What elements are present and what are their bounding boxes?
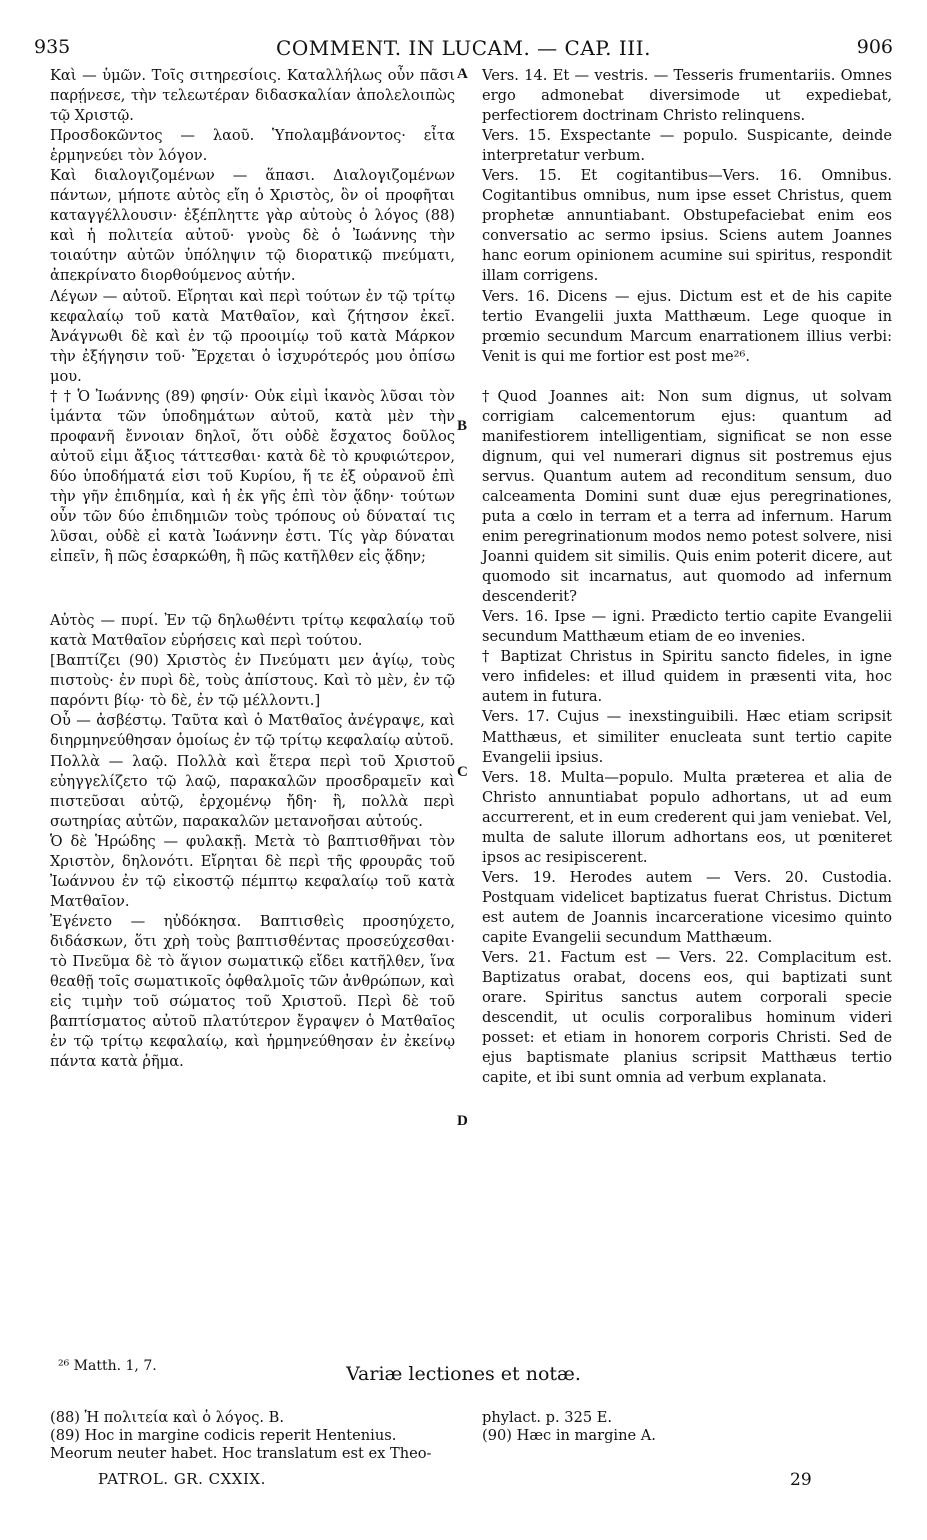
latin-column <box>482 66 892 1088</box>
latin-paragraph: † Baptizat Christus in Spiritu sancto fideles, in igne vero infideles: et illud quidem in præsenti vita, hoc autem in futura. <box>482 648 892 706</box>
latin-paragraph: Vers. 16. Dicens — ejus. Dictum est et de his capite tertio Evangelii juxta Matthæum. Lege quoque in prœmio secundum Marcum enarrationem illius verbi: Venit is qui me fortior est post me²⁶. <box>482 287 892 365</box>
latin-paragraph: Vers. 15. Et cogitantibus—Vers. 16. Omnibus. Cogitantibus omnibus, num ipse esset Christus, quem prophetæ annuntiabant. Obstupefaciebat enim eos conversatio ac sermo ipsius. Sciens autem Joannes hanc eorum opinionem acumine sui spiritus, respondit illam corrigens. <box>482 167 892 285</box>
margin-letter-b: B <box>457 418 468 434</box>
latin-paragraph: Vers. 14. Et — vestris. — Tesseris frumentariis. Omnes ergo admonebat diversimode ut expediebat, perfectiorem doctrinam Christo relinquens. <box>482 67 892 125</box>
latin-paragraph: Vers. 18. Multa—populo. Multa præterea et alia de Christo annuntiabat populo adhortans, ut ad eum accurrerent, et in eum crederent qui jam veniebat. Vel, multa de salute illorum adhortans eos, ut pœniteret ipsos ac resipiscerent. <box>482 768 892 866</box>
page-number-left: 935 <box>34 36 71 58</box>
latin-paragraph: Vers. 21. Factum est — Vers. 22. Complacitum est. Baptizatus orabat, docens eos, qui baptizati sunt orare. Spiritus sanctus autem corporali specie descendit, ut oculis corporalibus hominum videri posset: et etiam in honorem corporis Christi. Sed de ejus baptismate planius scripsit Matthæus tertio capite, et ibi sunt omnia ad verbum explanata. <box>482 949 892 1087</box>
latin-paragraph: Vers. 19. Herodes autem — Vers. 20. Custodia. Postquam videlicet baptizatus fuerat Christus. Dictum est autem de Joannis incarceratione vicesimo quinto capite Evangelii secundum Matthæum. <box>482 868 892 946</box>
margin-letter-c: C <box>457 764 468 780</box>
running-title: COMMENT. IN LUCAM. — CAP. III. <box>276 36 651 60</box>
footnote: ²⁶ Matth. 1, 7. <box>58 1358 157 1374</box>
note-line: (88) Ἡ πολιτεία καὶ ὁ λόγος. B. <box>50 1409 285 1426</box>
greek-paragraph: Καὶ — ὑμῶν. Τοῖς σιτηρεσίοις. Καταλλήλως οὖν πᾶσι παρῄνεσε, τὴν τελεωτέραν διδασκαλίαν ἀπολελοιπὼς τῷ Χριστῷ. <box>50 67 455 125</box>
greek-paragraph: Καὶ διαλογιζομένων — ἅπασι. Διαλογιζομένων πάντων, μήποτε αὐτὸς εἴη ὁ Χριστὸς, ὃν οἱ προφῆται καταγγέλλουσιν· ἐξέπληττε γὰρ αὐτοὺς ὁ λόγος (88) καὶ ἡ πολιτεία αὐτοῦ· γνοὺς δὲ ὁ Ἰωάννης τὴν τοιαύτην αὐτῶν ὑπόληψιν τῷ διορατικῷ πνεύματι, ἀπεκρίνατο διορθούμενος αὐτήν. <box>50 167 455 285</box>
margin-letter-a: A <box>457 66 468 82</box>
greek-column <box>50 66 455 1072</box>
greek-paragraph: [Βαπτίζει (90) Χριστὸς ἐν Πνεύματι μεν ἁγίῳ, τοὺς πιστοὺς· ἐν πυρὶ δὲ, τοὺς ἀπίστους. Καὶ τὸ μὲν, ἐν τῷ παρόντι βίῳ· τὸ δὲ, ἐν τῷ μέλλοντι.] <box>50 652 455 710</box>
note-line: (90) Hæc in margine A. <box>482 1427 656 1444</box>
greek-paragraph: Ἐγένετο — ηὐδόκησα. Βαπτισθεὶς προσηύχετο, διδάσκων, ὅτι χρὴ τοὺς βαπτισθέντας προσεύχεσθαι· τὸ Πνεῦμα δὲ τὸ ἅγιον σωματικῷ εἴδει κατῆλθεν, ἵνα θεαθῇ τοῖς σωματικοῖς ὀφθαλμοῖς τῶν ἀνθρώπων, καὶ εἰς τιμὴν τοῦ σώματος τοῦ Χριστοῦ. Περὶ δὲ τοῦ βαπτίσματος αὐτοῦ πλατύτερον ἔγραψεν ὁ Ματθαῖος ἐν τῷ τρίτῳ κεφαλαίῳ, καὶ ἡρμηνεύθησαν ἐν ἐκείνῳ πάντα κατὰ ῥῆμα. <box>50 912 455 1071</box>
variae-lectiones-heading: Variæ lectiones et notæ. <box>346 1363 581 1385</box>
latin-paragraph: Vers. 16. Ipse — igni. Prædicto tertio capite Evangelii secundum Matthæum etiam de eo invenies. <box>482 608 892 646</box>
volume-signature: PATROL. GR. CXXIX. <box>98 1470 266 1488</box>
note-line: phylact. p. 325 E. <box>482 1409 613 1426</box>
greek-paragraph: Πολλὰ — λαῷ. Πολλὰ καὶ ἕτερα περὶ τοῦ Χριστοῦ εὐηγγελίζετο τῷ λαῷ, παρακαλῶν προσδραμεῖν καὶ πιστεῦσαι αὐτῷ, ἐρχομένῳ ἤδη· ἢ, πολλὰ περὶ σωτηρίας αὐτῶν, παρακαλῶν μετανοῆσαι αὐτούς. <box>50 752 455 830</box>
notes-right <box>482 1409 882 1445</box>
latin-paragraph: Vers. 15. Exspectante — populo. Suspicante, deinde interpretatur verbum. <box>482 127 892 165</box>
latin-paragraph: †Quod Joannes ait: Non sum dignus, ut solvam corrigiam calcementorum ejus: quantum ad manifestiorem intelligentiam, significat se non esse dignum, qui vel numerari dignus sit postremus ejus servus. Quantum autem ad reconditum sensum, duo calceamenta Domini sunt duæ ejus peregrinationes, puta a cœlo in terram et a terra ad infernum. Harum enim peregrinationum modos nemo potest solvere, nisi Joanni quidem sit similis. Quis enim poterit dicere, aut quomodo sit incarnatus, aut quomodo ad infernum descenderit? <box>482 387 892 606</box>
latin-paragraph: Vers. 17. Cujus — inexstinguibili. Hæc etiam scripsit Matthæus, et similiter enucleata sunt tertio capite Evangelii ipsius. <box>482 708 892 766</box>
greek-paragraph: Προσδοκῶντος — λαοῦ. Ὑπολαμβάνοντος· εἶτα ἑρμηνεύει τὸν λόγον. <box>50 127 455 165</box>
margin-letter-d: D <box>457 1113 468 1129</box>
page-number-right: 906 <box>856 36 893 58</box>
note-line: Meorum neuter habet. Hoc translatum est ex Theo- <box>50 1445 432 1462</box>
greek-paragraph: Αὐτὸς — πυρί. Ἐν τῷ δηλωθέντι τρίτῳ κεφαλαίῳ τοῦ κατὰ Ματθαῖον εὑρήσεις καὶ περὶ τούτου. <box>50 612 455 650</box>
running-header <box>0 36 927 62</box>
greek-paragraph: † † Ὁ Ἰωάννης (89) φησίν· Οὐκ εἰμὶ ἱκανὸς λῦσαι τὸν ἱμάντα τῶν ὑποδημάτων αὐτοῦ, κατὰ μὲν τὴν προφανῆ ἔννοιαν δηλοῖ, ὅτι οὐδὲ ἔσχατος δοῦλος αὐτοῦ εἰμι ἄξιος τάττεσθαι· κατὰ δὲ τὸ κρυφιώτερον, δύο ὑποδήματά εἰσι τοῦ Κυρίου, ἥ τε ἐξ οὐρανοῦ ἐπὶ τὴν γῆν ἐπιδημία, καὶ ἡ ἐκ γῆς ἐπὶ τὸν ᾅδην· τούτων οὖν τῶν δύο ἐπιδημιῶν τοὺς τρόπους οὐ δύναταί τις λῦσαι, οὐδὲ εἰ κατὰ Ἰωάννην ἐστι. Τίς γὰρ δύναται εἰπεῖν, ἢ πῶς ἐσαρκώθη, ἢ πῶς κατῆλθεν εἰς ᾅδην; <box>50 387 455 566</box>
notes-left <box>50 1409 470 1463</box>
note-line: (89) Hoc in margine codicis reperit Hentenius. <box>50 1427 397 1444</box>
gathering-number: 29 <box>790 1470 812 1490</box>
greek-paragraph: Λέγων — αὐτοῦ. Εἴρηται καὶ περὶ τούτων ἐν τῷ τρίτῳ κεφαλαίῳ τοῦ κατὰ Ματθαῖον, καὶ ζήτησον ἐκεῖ. Ἀνάγνωθι δὲ καὶ ἐν τῷ προοιμίῳ τοῦ κατὰ Μάρκον τὴν ἐξήγησιν τοῦ· Ἔρχεται ὁ ἰσχυρότερός μου ὀπίσω μου. <box>50 287 455 385</box>
greek-paragraph: Ὁ δὲ Ἡρώδης — φυλακῇ. Μετὰ τὸ βαπτισθῆναι τὸν Χριστὸν, δηλονότι. Εἴρηται δὲ περὶ τῆς φρουρᾶς τοῦ Ἰωάννου ἐν τῷ εἰκοστῷ πέμπτῳ κεφαλαίῳ τοῦ κατὰ Ματθαῖον. <box>50 832 455 910</box>
greek-paragraph: Οὗ — ἀσβέστῳ. Ταῦτα καὶ ὁ Ματθαῖος ἀνέγραψε, καὶ διηρμηνεύθησαν ὁμοίως ἐν τῷ τρίτῳ κεφαλαίῳ αὐτοῦ. <box>50 712 455 750</box>
